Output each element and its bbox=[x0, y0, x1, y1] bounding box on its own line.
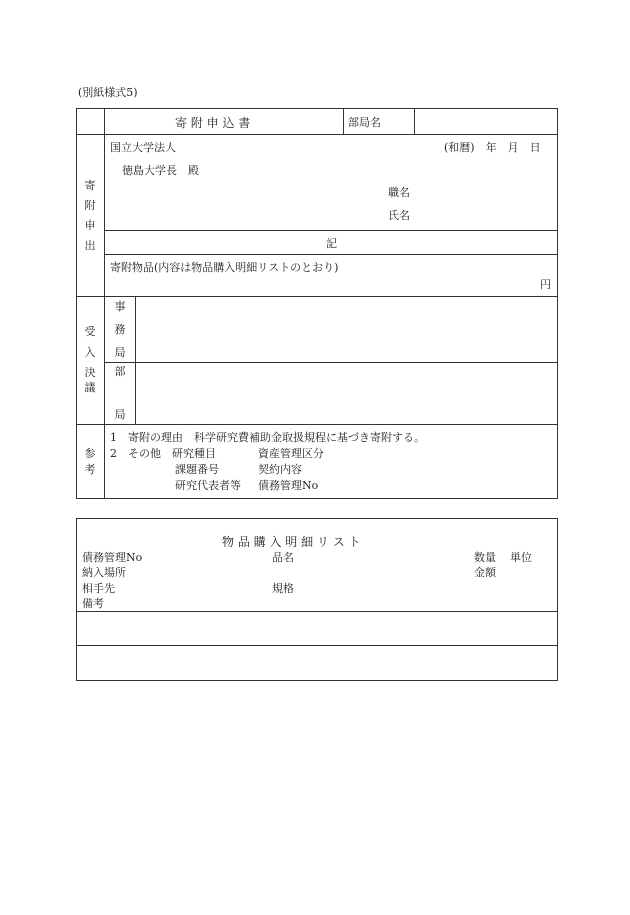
record-label: 記 bbox=[326, 237, 337, 250]
section-acceptance-char: 受 bbox=[84, 325, 96, 338]
list-delivery-place: 納入場所 bbox=[82, 566, 126, 579]
secretariat-char: 局 bbox=[114, 346, 126, 359]
section-application-char: 附 bbox=[84, 199, 96, 212]
secretariat-char: 事 bbox=[114, 300, 126, 313]
secretariat-char: 務 bbox=[114, 323, 126, 336]
section-acceptance-char: 議 bbox=[84, 381, 96, 394]
era-date: (和暦) 年 月 日 bbox=[444, 141, 541, 154]
reference-project-no: 課題番号 bbox=[175, 463, 219, 476]
job-title-label: 職名 bbox=[388, 186, 410, 199]
section-acceptance-char: 決 bbox=[84, 366, 96, 379]
yen-label: 円 bbox=[540, 278, 551, 291]
list-amount: 金額 bbox=[474, 566, 496, 579]
department-char: 部 bbox=[114, 365, 126, 378]
list-vendor: 相手先 bbox=[82, 582, 115, 595]
addressee: 徳島大学長 殿 bbox=[122, 164, 199, 177]
section-application-char: 申 bbox=[84, 219, 96, 232]
reference-asset-class: 資産管理区分 bbox=[258, 447, 324, 460]
section-application-char: 出 bbox=[84, 239, 96, 252]
name-label: 氏名 bbox=[388, 209, 410, 222]
section-application-char: 寄 bbox=[84, 179, 96, 192]
section-acceptance-char: 入 bbox=[84, 346, 96, 359]
department-char: 局 bbox=[114, 408, 126, 421]
list-unit: 単位 bbox=[510, 551, 532, 564]
university-corp: 国立大学法人 bbox=[110, 141, 176, 154]
form-number: (別紙様式5) bbox=[78, 86, 138, 99]
list-item-name: 品名 bbox=[272, 551, 294, 564]
reference-other: 2 その他 研究種目 bbox=[110, 447, 216, 460]
section-reference-char: 考 bbox=[84, 463, 96, 476]
section-reference-char: 参 bbox=[84, 447, 96, 460]
reference-pi: 研究代表者等 bbox=[175, 479, 241, 492]
reference-reason: 1 寄附の理由 科学研究費補助金取扱規程に基づき寄附する。 bbox=[110, 431, 425, 444]
list-remarks: 備考 bbox=[82, 597, 104, 610]
reference-debt-no: 債務管理No bbox=[258, 479, 319, 492]
list-spec: 規格 bbox=[272, 582, 294, 595]
reference-contract: 契約内容 bbox=[258, 463, 302, 476]
purchase-list-title: 物 品 購 入 明 細 リ ス ト bbox=[222, 535, 361, 549]
department-label: 部局名 bbox=[348, 116, 381, 129]
list-debt-no: 債務管理No bbox=[82, 551, 143, 564]
list-quantity: 数量 bbox=[474, 551, 496, 564]
application-title: 寄 附 申 込 書 bbox=[175, 116, 251, 130]
donation-items: 寄附物品(内容は物品購入明細リストのとおり) bbox=[110, 261, 339, 274]
